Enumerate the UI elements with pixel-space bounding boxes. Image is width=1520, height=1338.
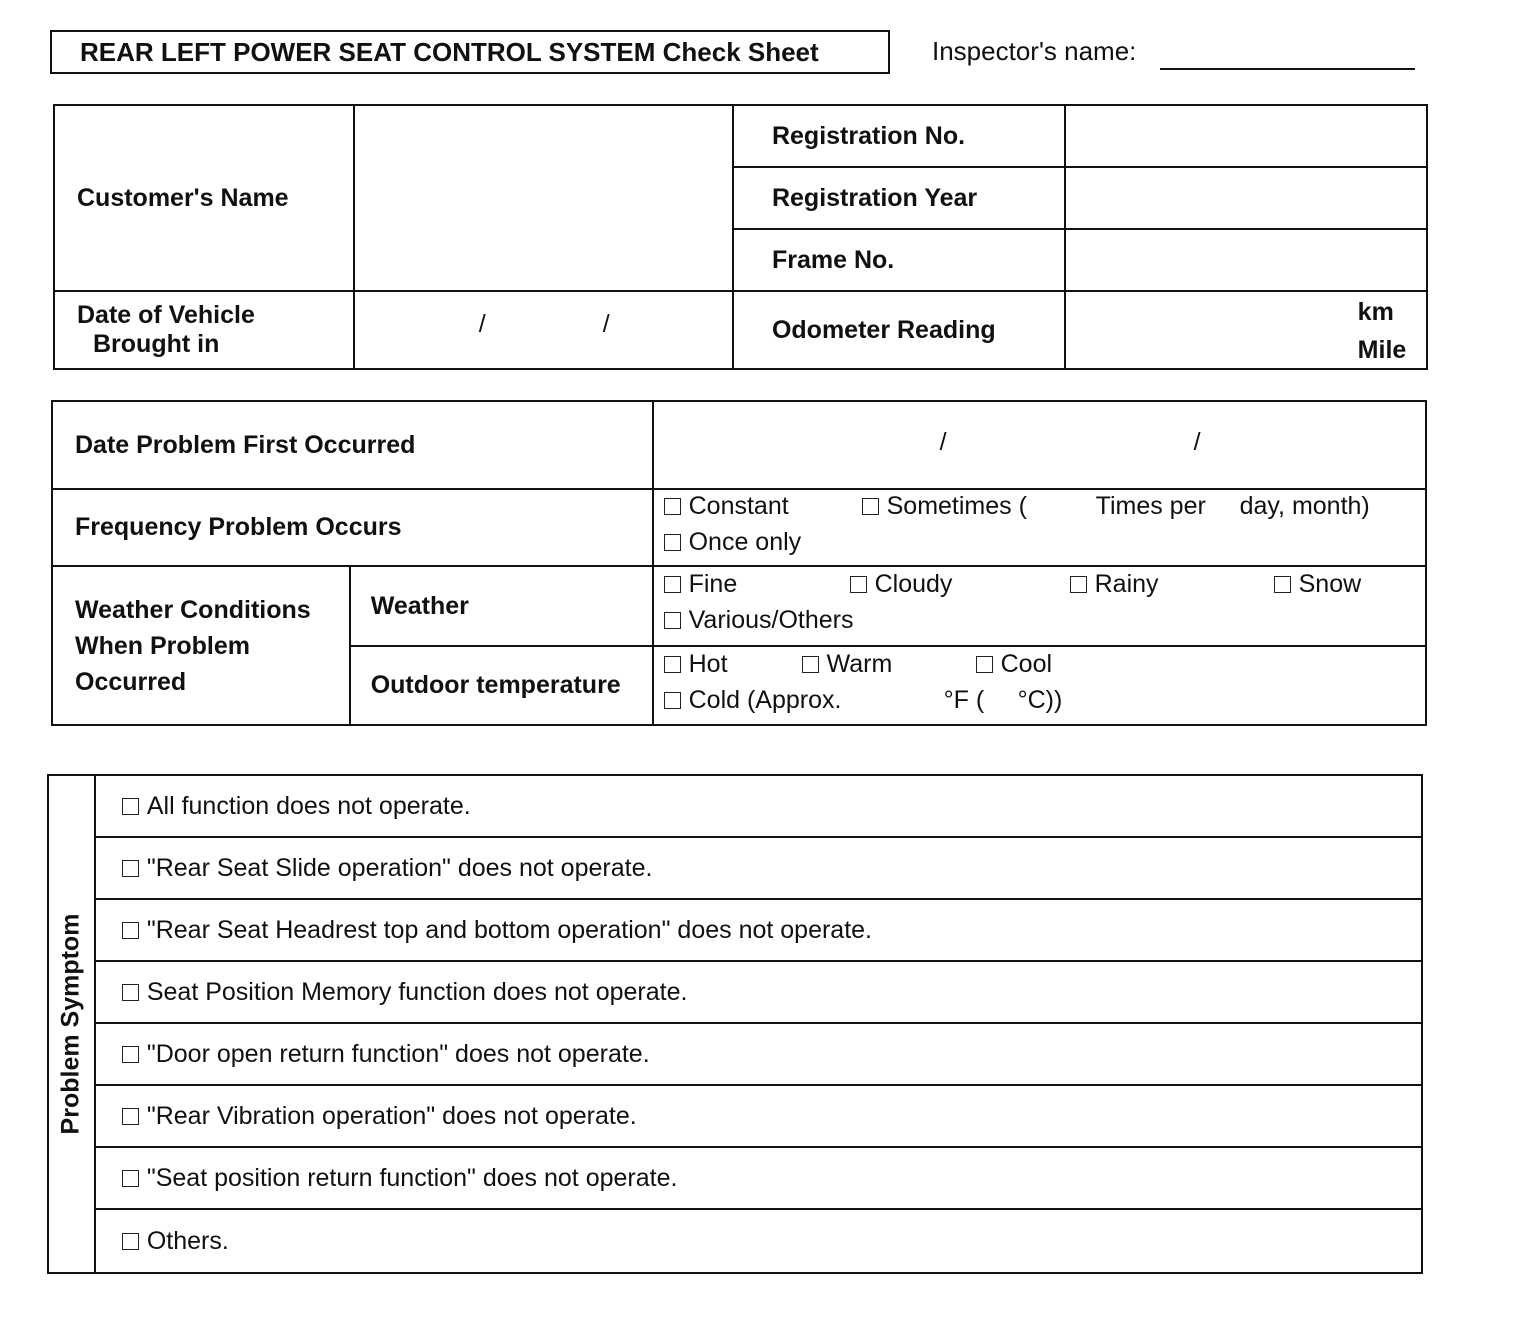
- temperature-celsius: °C)): [1017, 685, 1063, 714]
- check-sheet-title: REAR LEFT POWER SEAT CONTROL SYSTEM Check Sheet: [50, 30, 890, 74]
- checkbox-icon[interactable]: [802, 656, 819, 673]
- temperature-options: [653, 646, 1426, 725]
- checkbox-icon[interactable]: [122, 922, 139, 939]
- checkbox-icon[interactable]: [664, 612, 681, 629]
- date-separator: /: [602, 310, 610, 338]
- date-separator: /: [478, 310, 486, 338]
- symptom-item[interactable]: [95, 1085, 1422, 1147]
- symptom-item-label: Seat Position Memory function does not operate.: [146, 977, 688, 1006]
- registration-no-label: Registration No.: [733, 105, 1065, 167]
- registration-year-field[interactable]: [1065, 167, 1427, 229]
- frequency-constant-option[interactable]: Constant: [664, 492, 789, 521]
- weather-conditions-group-label: [52, 566, 350, 725]
- vehicle-info-table: [53, 104, 1428, 370]
- symptom-item[interactable]: [95, 1147, 1422, 1209]
- temperature-cool-option[interactable]: Cool: [976, 650, 1052, 679]
- weather-group-line3: Occurred: [75, 667, 187, 696]
- temperature-warm-option[interactable]: Warm: [802, 650, 893, 679]
- inspector-name-label: Inspector's name:: [932, 36, 1137, 66]
- frequency-day-month: day, month): [1239, 491, 1370, 520]
- temperature-fahrenheit: °F (: [943, 685, 985, 714]
- checkbox-icon[interactable]: [122, 1233, 139, 1250]
- frequency-options: [653, 489, 1426, 566]
- problem-symptom-label: Problem Symptom: [56, 913, 85, 1135]
- symptom-item-label: Others.: [146, 1226, 229, 1255]
- frame-no-label: Frame No.: [733, 229, 1065, 291]
- temperature-hot-option[interactable]: Hot: [664, 650, 728, 679]
- checkbox-icon[interactable]: [862, 498, 879, 515]
- frequency-once-only-option[interactable]: Once only: [664, 528, 802, 557]
- odometer-label: Odometer Reading: [733, 291, 1065, 369]
- date-brought-in-label: [54, 291, 354, 369]
- checkbox-icon[interactable]: [1070, 576, 1087, 593]
- date-brought-in-label-line1: Date of Vehicle: [77, 301, 255, 329]
- weather-label: Weather: [350, 566, 653, 646]
- checkbox-icon[interactable]: [122, 860, 139, 877]
- weather-group-line1: Weather Conditions: [75, 595, 311, 624]
- symptom-item-label: All function does not operate.: [146, 791, 471, 820]
- checkbox-icon[interactable]: [122, 1046, 139, 1063]
- checkbox-icon[interactable]: [122, 984, 139, 1001]
- date-first-occurred-field[interactable]: [653, 401, 1426, 489]
- symptom-item-label: "Rear Seat Headrest top and bottom operation" does not operate.: [146, 915, 873, 944]
- frequency-sometimes-option[interactable]: Sometimes (: [862, 492, 1027, 521]
- symptom-item[interactable]: [95, 961, 1422, 1023]
- outdoor-temperature-label: Outdoor temperature: [350, 646, 653, 725]
- odometer-unit-km: km: [1357, 298, 1394, 326]
- date-brought-in-label-line2: Brought in: [93, 330, 220, 358]
- checkbox-icon[interactable]: [664, 692, 681, 709]
- symptom-item[interactable]: [95, 775, 1422, 837]
- frequency-times-per: Times per: [1095, 491, 1206, 520]
- checkbox-icon[interactable]: [122, 1170, 139, 1187]
- inspector-name-field[interactable]: [1160, 68, 1415, 70]
- date-brought-in-field[interactable]: [354, 291, 733, 369]
- checkbox-icon[interactable]: [1274, 576, 1291, 593]
- date-first-occurred-label: Date Problem First Occurred: [52, 401, 653, 489]
- weather-group-line2: When Problem: [75, 631, 251, 660]
- checkbox-icon[interactable]: [976, 656, 993, 673]
- odometer-field[interactable]: [1065, 291, 1427, 369]
- problem-symptom-section: [48, 775, 95, 1273]
- weather-options: [653, 566, 1426, 646]
- symptom-item-label: "Rear Vibration operation" does not operate.: [146, 1101, 637, 1130]
- frequency-label: Frequency Problem Occurs: [52, 489, 653, 566]
- weather-various-option[interactable]: Various/Others: [664, 606, 854, 635]
- checkbox-icon[interactable]: [664, 534, 681, 551]
- customer-name-label: Customer's Name: [54, 105, 354, 291]
- checkbox-icon[interactable]: [122, 798, 139, 815]
- symptom-item-label: "Rear Seat Slide operation" does not operate.: [146, 853, 653, 882]
- checkbox-icon[interactable]: [122, 1108, 139, 1125]
- checkbox-icon[interactable]: [850, 576, 867, 593]
- registration-no-field[interactable]: [1065, 105, 1427, 167]
- frame-no-field[interactable]: [1065, 229, 1427, 291]
- weather-rainy-option[interactable]: Rainy: [1070, 570, 1159, 599]
- symptom-item[interactable]: [95, 1023, 1422, 1085]
- symptom-item[interactable]: [95, 899, 1422, 961]
- weather-snow-option[interactable]: Snow: [1274, 570, 1362, 599]
- registration-year-label: Registration Year: [733, 167, 1065, 229]
- problem-symptom-table: [47, 774, 1423, 1274]
- date-separator: /: [939, 428, 947, 456]
- customer-name-field[interactable]: [354, 105, 733, 291]
- conditions-table: [51, 400, 1427, 726]
- checkbox-icon[interactable]: [664, 656, 681, 673]
- temperature-cold-option[interactable]: Cold (Approx.: [664, 686, 842, 715]
- symptom-item-label: "Door open return function" does not operate.: [146, 1039, 650, 1068]
- weather-cloudy-option[interactable]: Cloudy: [850, 570, 953, 599]
- odometer-unit-mile: Mile: [1357, 336, 1407, 364]
- symptom-item-label: "Seat position return function" does not operate.: [146, 1163, 678, 1192]
- symptom-item[interactable]: [95, 837, 1422, 899]
- symptom-item[interactable]: [95, 1209, 1422, 1273]
- checkbox-icon[interactable]: [664, 576, 681, 593]
- date-separator: /: [1193, 428, 1201, 456]
- weather-fine-option[interactable]: Fine: [664, 570, 738, 599]
- checkbox-icon[interactable]: [664, 498, 681, 515]
